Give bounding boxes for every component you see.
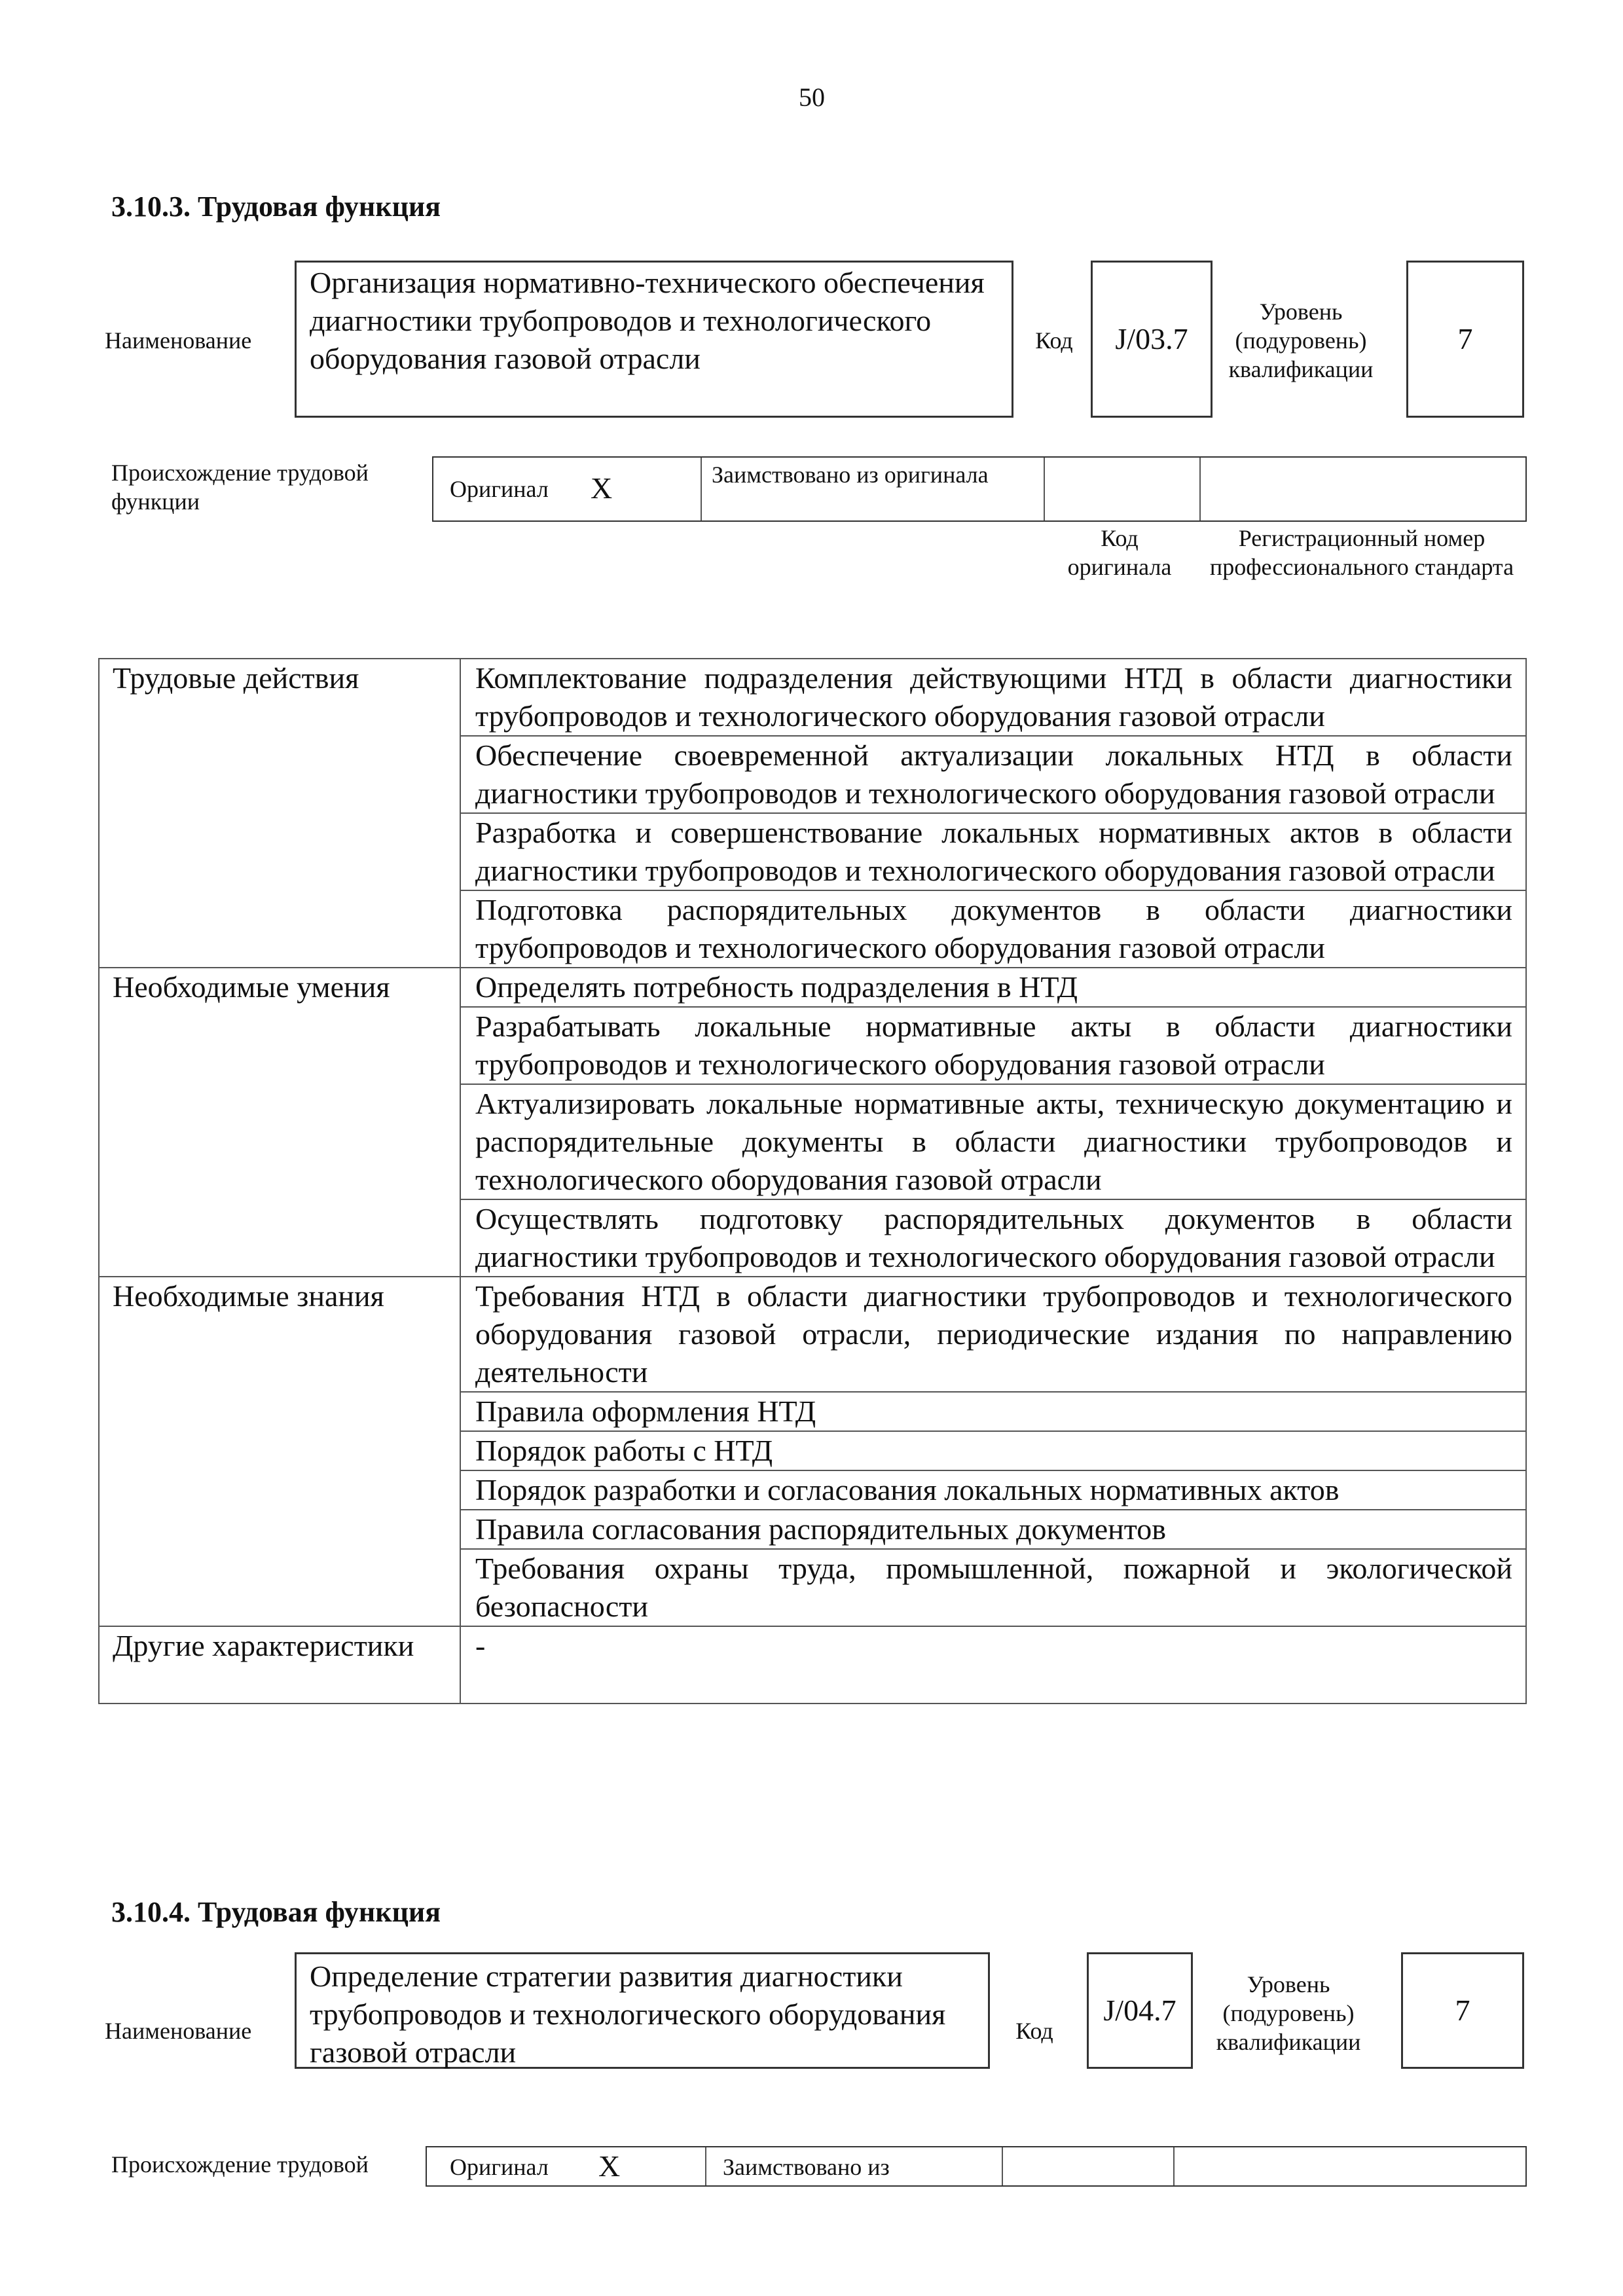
name-value: Определение стратегии развития диагностики трубопроводов и технологического оборудования газовой отрасли xyxy=(295,1952,990,2069)
divider xyxy=(1173,2147,1175,2185)
section-title: 3.10.4. Трудовая функция xyxy=(111,1896,441,1928)
table-cell: Требования НТД в области диагностики трубопроводов и технологического оборудования газовой отрасли, периодические издания по направлению деятельности xyxy=(460,1277,1526,1392)
borrowed-label: Заимствовано из xyxy=(723,2154,890,2180)
page-number: 50 xyxy=(799,82,825,112)
group-label: Необходимые знания xyxy=(99,1277,460,1626)
orig-code-label: Код оригинала xyxy=(1067,525,1172,580)
divider xyxy=(1199,458,1201,520)
table-cell: Комплектование подразделения действующими НТД в области диагностики трубопроводов и технологического оборудования газовой отрасли xyxy=(460,659,1526,736)
divider xyxy=(1044,458,1045,520)
original-mark: X xyxy=(591,471,613,505)
table-cell: Требования охраны труда, промышленной, пожарной и экологической безопасности xyxy=(460,1549,1526,1626)
table-cell: Осуществлять подготовку распорядительных документов в области диагностики трубопроводов и технологического оборудования газовой отрасли xyxy=(460,1199,1526,1277)
divider xyxy=(705,2147,706,2185)
origin-label: Происхождение трудовой функции xyxy=(111,460,369,515)
origin-row xyxy=(432,456,1527,522)
name-label: Наименование xyxy=(105,327,252,354)
table-cell: Разработка и совершенствование локальных нормативных актов в области диагностики трубопроводов и технологического оборудования газовой отрасли xyxy=(460,813,1526,890)
table-cell: Правила согласования распорядительных документов xyxy=(460,1510,1526,1549)
original-label: Оригинал xyxy=(450,2154,549,2180)
level-value: 7 xyxy=(1401,1952,1524,2069)
level-value: 7 xyxy=(1406,261,1524,418)
function-details-table xyxy=(98,658,1527,1704)
table-cell: - xyxy=(460,1626,1526,1704)
divider xyxy=(1002,2147,1003,2185)
table-row xyxy=(99,659,1526,736)
code-value: J/03.7 xyxy=(1091,261,1213,418)
name-label: Наименование xyxy=(105,2018,252,2044)
borrowed-label: Заимствовано из оригинала xyxy=(712,462,989,488)
table-row xyxy=(99,1277,1526,1392)
table-cell: Подготовка распорядительных документов в области диагностики трубопроводов и технологического оборудования газовой отрасли xyxy=(460,890,1526,968)
group-label: Необходимые умения xyxy=(99,968,460,1277)
table-row xyxy=(99,1626,1526,1704)
code-label: Код xyxy=(1035,327,1073,354)
table-cell: Порядок работы с НТД xyxy=(460,1431,1526,1470)
table-cell: Определять потребность подразделения в НТД xyxy=(460,968,1526,1007)
code-label: Код xyxy=(1015,2018,1053,2044)
divider xyxy=(701,458,702,520)
table-cell: Обеспечение своевременной актуализации локальных НТД в области диагностики трубопроводов и технологического оборудования газовой отрасли xyxy=(460,736,1526,813)
code-value: J/04.7 xyxy=(1087,1952,1193,2069)
name-value: Организация нормативно-технического обеспечения диагностики трубопроводов и технологического оборудования газовой отрасли xyxy=(295,261,1013,418)
origin-row xyxy=(426,2146,1527,2187)
table-cell: Порядок разработки и согласования локальных нормативных актов xyxy=(460,1470,1526,1510)
table-cell: Актуализировать локальные нормативные акты, техническую документацию и распорядительные документы в области диагностики трубопроводов и технологического оборудования газовой отрасли xyxy=(460,1084,1526,1199)
origin-label: Происхождение трудовой xyxy=(111,2151,369,2178)
group-label: Трудовые действия xyxy=(99,659,460,968)
reg-number-label: Регистрационный номер профессионального стандарта xyxy=(1209,525,1514,580)
original-label: Оригинал xyxy=(450,476,549,502)
original-mark: X xyxy=(598,2149,621,2183)
table-cell: Разрабатывать локальные нормативные акты в области диагностики трубопроводов и технологического оборудования газовой отрасли xyxy=(460,1007,1526,1084)
group-label: Другие характеристики xyxy=(99,1626,460,1704)
section-title: 3.10.3. Трудовая функция xyxy=(111,191,441,223)
level-label: Уровень (подуровень) квалификации xyxy=(1228,299,1374,382)
level-label: Уровень (подуровень) квалификации xyxy=(1216,1971,1361,2055)
table-row xyxy=(99,968,1526,1007)
table-cell: Правила оформления НТД xyxy=(460,1392,1526,1431)
